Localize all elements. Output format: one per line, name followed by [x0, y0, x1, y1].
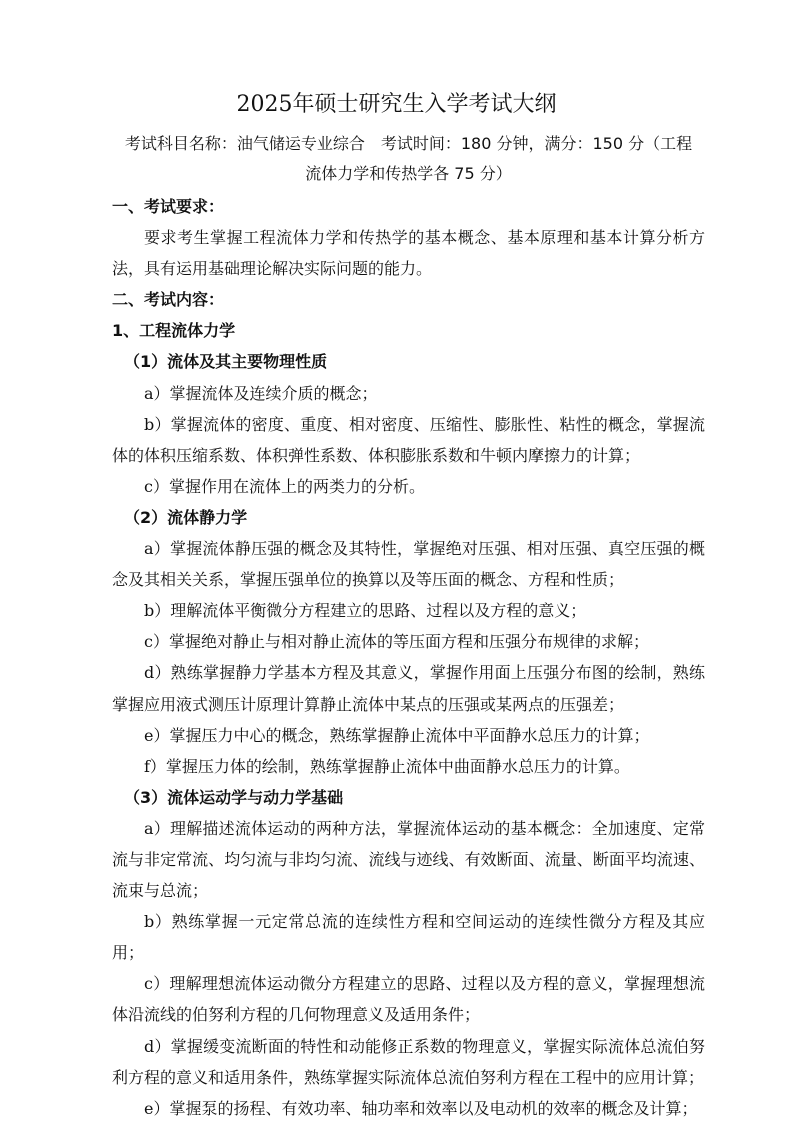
list-item: c）掌握作用在流体上的两类力的分析。: [144, 476, 425, 496]
list-item: a）掌握流体静压强的概念及其特性，掌握绝对压强、相对压强、真空压强的概念及其相关关系，掌握压强单位的换算以及等压面的概念、方程和性质；: [112, 539, 705, 590]
part-heading-fluid-mechanics: 1、工程流体力学: [112, 321, 236, 341]
list-item: a）理解描述流体运动的两种方法，掌握流体运动的基本概念：全加速度、定常流与非定常流、均匀流与非均匀流、流线与迹线、有效断面、流量、断面平均流速、流束与总流；: [112, 818, 705, 901]
list-item: c）掌握绝对静止与相对静止流体的等压面方程和压强分布规律的求解；: [144, 632, 649, 652]
document-body: [112, 191, 705, 1124]
list-item: d）熟练掌握静力学基本方程及其意义，掌握作用面上压强分布图的绘制，熟练掌握应用液式测压计原理计算静止流体中某点的压强或某两点的压强差；: [112, 663, 705, 714]
list-item: b）掌握流体的密度、重度、相对密度、压缩性、膨胀性、粘性的概念，掌握流体的体积压缩系数、体积弹性系数、体积膨胀系数和牛顿内摩擦力的计算；: [112, 414, 705, 465]
subsection-heading: （1）流体及其主要物理性质: [124, 352, 328, 372]
list-item: d）掌握缓变流断面的特性和动能修正系数的物理意义，掌握实际流体总流伯努利方程的意义和适用条件，熟练掌握实际流体总流伯努利方程在工程中的应用计算；: [112, 1036, 705, 1087]
section-heading-requirements: 一、考试要求：: [112, 197, 225, 216]
requirements-paragraph: 要求考生掌握工程流体力学和传热学的基本概念、基本原理和基本计算分析方法，具有运用基础理论解决实际问题的能力。: [112, 228, 705, 279]
exam-info-line-2: 流体力学和传热学各 75 分）: [305, 164, 512, 183]
subsection-heading: （2）流体静力学: [124, 507, 248, 527]
list-item: e）掌握泵的扬程、有效功率、轴功率和效率以及电动机的效率的概念及计算；: [144, 1098, 698, 1118]
list-item: b）熟练掌握一元定常总流的连续性方程和空间运动的连续性微分方程及其应用；: [112, 912, 705, 963]
list-item: a）掌握流体及连续介质的概念；: [144, 383, 378, 403]
exam-info-line-1: 考试科目名称：油气储运专业综合 考试时间：180 分钟，满分：150 分（工程: [124, 134, 693, 153]
list-item: f）掌握压力体的绘制，熟练掌握静止流体中曲面静水总压力的计算。: [144, 756, 630, 776]
list-item: b）理解流体平衡微分方程建立的思路、过程以及方程的意义；: [144, 601, 587, 621]
document-title: 2025年硕士研究生入学考试大纲: [236, 92, 557, 117]
list-item: c）理解理想流体运动微分方程建立的思路、过程以及方程的意义，掌握理想流体沿流线的伯努利方程的几何物理意义及适用条件；: [112, 974, 705, 1025]
subsection-heading: （3）流体运动学与动力学基础: [124, 787, 344, 807]
list-item: e）掌握压力中心的概念，熟练掌握静止流体中平面静水总压力的计算；: [144, 725, 650, 745]
section-heading-content: 二、考试内容：: [112, 290, 225, 310]
